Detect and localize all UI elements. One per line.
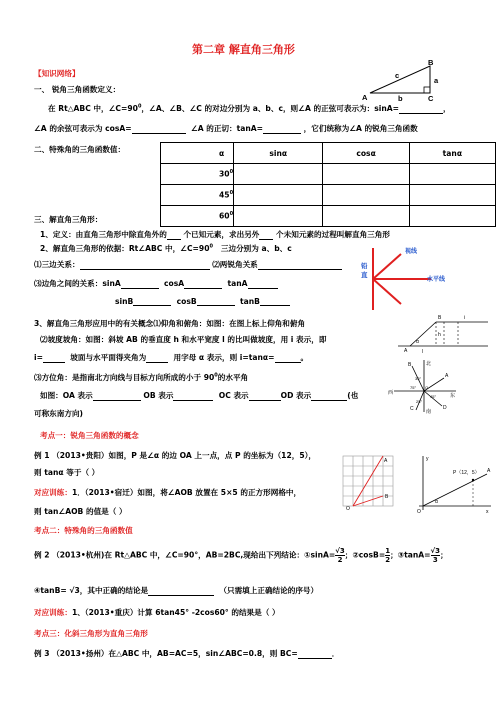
knowledge-tag: 【知识网络】 <box>34 69 80 78</box>
compass-D: D <box>443 405 447 411</box>
example-1-line-1: 例 1 （2013•贵阳）如图，P 是∠α 的边 OA 上一点，点 P 的坐标为（12，5）， <box>34 451 317 460</box>
section-1-heading: 一、 锐角三角函数定义： <box>34 85 121 94</box>
training-1-line-1: 对应训练：1．（2013•宿迁）如图，将∠AOB 放置在 5×5 的正方形网格中， <box>34 488 302 497</box>
compass-angle-30: 30° <box>415 376 422 381</box>
knowledge-point-3: 考点三：化斜三角形为直角三角形 <box>34 629 148 638</box>
side-a-label: a <box>434 76 439 85</box>
slope-B-label: B <box>438 315 442 321</box>
angle-cell: $30^0$ <box>161 164 234 185</box>
compass-west: 西 <box>388 390 394 396</box>
table-row <box>161 185 496 206</box>
table-header-row <box>161 143 496 164</box>
edge-angle-relation-b-line: sinB cosB tanB <box>115 296 290 306</box>
slope-line-1: ⑵坡度坡角：如图：斜坡 AB 的垂直度 h 和水平宽度 l 的比叫做坡度，用 i 表示，即 <box>40 335 327 344</box>
header-cos: cosα <box>323 143 409 164</box>
slope-line-2: i= 坡面与水平面得夹角为 用字母 α 表示，则 i=tanα= 。 <box>34 353 309 362</box>
coord-x-label: x <box>486 509 489 514</box>
coord-alpha-label: α <box>435 499 438 505</box>
section-1-line-1: 在 Rt△ABC 中，$\angle C=90^0$，∠A、∠B、∠C 的对边分别为 a、b、c，则∠A 的正弦可表示为：sinA= ， <box>48 103 451 113</box>
page-title: 第二章 解直角三角形 <box>192 43 295 56</box>
header-sin: sinα <box>234 143 323 164</box>
compass-angle-25: 25° <box>416 399 423 404</box>
coord-P-label: P（12，5） <box>453 470 480 476</box>
slope-A-label: A <box>404 348 408 354</box>
slope-h-label: h <box>438 332 441 338</box>
compass-south: 南 <box>426 409 432 414</box>
table-row <box>161 206 496 227</box>
direction-example-line: 如图：OA 表示 OB 表示 OC 表示 OD 表示 (也 <box>40 391 359 400</box>
compass-north: 北 <box>426 361 432 367</box>
compass-figure <box>388 358 460 414</box>
slope-l-label: l <box>422 349 424 354</box>
grid-B-label: B <box>385 494 389 500</box>
coordinate-figure <box>413 452 493 514</box>
compass-O: O <box>425 385 429 390</box>
definition-line: 1、定义：由直角三角形中除直角外的 个已知元素，求出另外 个未知元素的过程叫解直角三角形 <box>40 230 390 239</box>
knowledge-point-2: 考点二：特殊角的三角函数值 <box>34 526 133 535</box>
compass-C: C <box>410 406 414 412</box>
sight-line-label: 视线 <box>405 249 418 255</box>
example-2-line-1: 例 2 （2013•杭州)在 Rt△ABC 中，∠C=90°，AB=2BC,现给出下列结论：①sinA= $\frac{√3}{2}$ ；②cosB= $\frac{1}{2}$ ；③tanA= $\frac{√3}{3}$ ； <box>34 547 448 564</box>
edge-relation-line: ⑴三边关系： ⑵两锐角关系 <box>34 259 342 270</box>
slope-figure <box>398 312 490 354</box>
coord-A-label: A <box>487 468 491 474</box>
compass-angle-45: 45° <box>430 394 437 399</box>
example-1-line-2: 则 tanα 等于（ ） <box>34 468 100 477</box>
vertex-A-label: A <box>362 93 368 102</box>
basis-line: 2、解直角三角形的依据：Rt∠ABC 中，$\angle C=90^0$ 三边分别为 a、b、c <box>40 243 292 253</box>
training-1-line-2: 则 tan∠AOB 的值是（ ） <box>34 507 127 516</box>
header-alpha: α <box>161 143 234 164</box>
table-row <box>161 164 496 185</box>
horizontal-line-label: 水平线 <box>427 277 446 283</box>
side-c-label: c <box>395 71 400 80</box>
vertical-label: 铅直 <box>361 262 368 279</box>
compass-A: A <box>445 373 449 379</box>
coord-y-label: y <box>426 456 429 462</box>
right-triangle-figure <box>360 60 440 102</box>
compass-B: B <box>408 362 412 368</box>
side-b-label: b <box>398 94 403 102</box>
direction-example-line-2: 可称东南方向) <box>34 409 84 418</box>
slope-alpha-label: α <box>416 339 419 345</box>
compass-angle-75: 75° <box>410 385 417 390</box>
direction-line: ⑶方位角：是指南北方向线与目标方向所成的小于 $90^0$的水平角 <box>34 372 249 382</box>
edge-angle-relation-line: ⑶边角之间的关系：sinA cosA tanA <box>34 278 278 289</box>
section-1-line-2: ∠A 的余弦可表示为 cosA= ∠A 的正切：tanA= ，它们统称为∠A 的锐角三角函数 <box>34 124 418 133</box>
example-3-line: 例 3 （2013•扬州）在△ABC 中，AB=AC=5，sin∠ABC=0.8，则 BC= ． <box>34 649 340 658</box>
example-2-line-2: ④tanB= √3，其中正确的结论是 （只需填上正确结论的序号） <box>34 586 319 595</box>
compass-east: 东 <box>450 393 456 399</box>
training-2-line: 对应训练：1、（2013•重庆）计算 6tan45° -2cos60° 的结果是（ ） <box>34 608 280 617</box>
angle-cell: $60^0$ <box>161 206 234 227</box>
special-angles-table <box>160 142 496 227</box>
angle-cell: $45^0$ <box>161 185 234 206</box>
grid-A-label: A <box>384 458 388 464</box>
vertex-B-label: B <box>428 60 434 67</box>
coord-O-label: O <box>417 509 421 514</box>
section-3-heading: 三、解直角三角形： <box>34 215 103 224</box>
header-tan: tanα <box>409 143 495 164</box>
vertex-C-label: C <box>428 94 434 102</box>
grid-O-label: O <box>346 506 350 512</box>
slope-i-label: i <box>464 315 466 321</box>
knowledge-point-1: 考点一：锐角三角函数的概念 <box>40 431 139 440</box>
grid-figure <box>337 452 403 512</box>
sight-line-figure <box>355 244 467 316</box>
section-2-heading: 二、特殊角的三角函数值： <box>34 145 126 154</box>
concepts-line: 3、解直角三角形应用中的有关概念⑴仰角和俯角：如图：在图上标上仰角和俯角 <box>34 319 306 328</box>
